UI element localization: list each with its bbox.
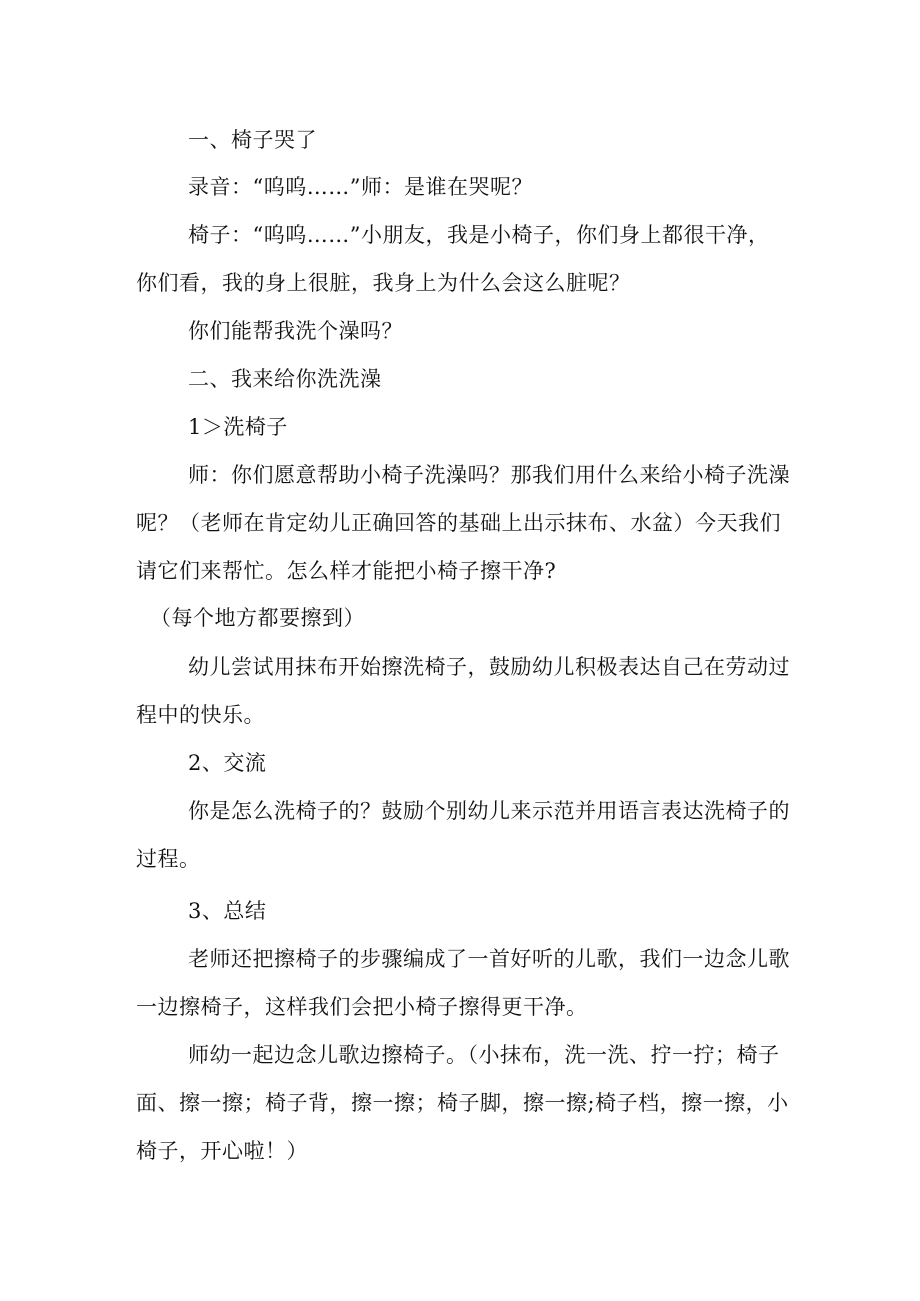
paragraph-line: 面、擦一擦；椅子背，擦一擦；椅子脚，擦一擦;椅子档，擦一擦，小 xyxy=(136,1091,789,1115)
subheading-2: 2、交流 xyxy=(188,751,267,775)
paragraph-line: 椅子：“呜呜……”小朋友，我是小椅子，你们身上都很干净， xyxy=(188,223,770,247)
paragraph-line: 一边擦椅子，这样我们会把小椅子擦得更干净。 xyxy=(136,995,588,1019)
paragraph-line: 幼儿尝试用抹布开始擦洗椅子，鼓励幼儿积极表达自己在劳动过 xyxy=(188,655,790,679)
paragraph-line: （每个地方都要擦到） xyxy=(150,606,365,630)
paragraph-line: 请它们来帮忙。怎么样才能把小椅子擦干净? xyxy=(136,559,557,583)
paragraph-line: 椅子，开心啦！） xyxy=(136,1139,308,1163)
paragraph-line: 你们看，我的身上很脏，我身上为什么会这么脏呢？ xyxy=(136,271,631,295)
paragraph-line: 师幼一起边念儿歌边擦椅子。（小抹布，洗一洗、拧一拧；椅子 xyxy=(188,1043,780,1067)
paragraph-line: 老师还把擦椅子的步骤编成了一首好听的儿歌，我们一边念儿歌 xyxy=(188,947,790,971)
paragraph-line: 呢？（老师在肯定幼儿正确回答的基础上出示抹布、水盆）今天我们 xyxy=(136,511,781,535)
paragraph-line: 录音：“呜呜……”师：是谁在哭呢？ xyxy=(188,175,533,199)
heading-section-2: 二、我来给你洗洗澡 xyxy=(188,367,382,391)
subheading-1: 1＞洗椅子 xyxy=(188,415,288,439)
paragraph-line: 你是怎么洗椅子的？鼓励个别幼儿来示范并用语言表达洗椅子的 xyxy=(188,799,790,823)
paragraph-line: 程中的快乐。 xyxy=(136,703,265,727)
subheading-3: 3、总结 xyxy=(188,899,267,923)
paragraph-line: 过程。 xyxy=(136,847,201,871)
paragraph-line: 师：你们愿意帮助小椅子洗澡吗？那我们用什么来给小椅子洗澡 xyxy=(188,463,790,487)
paragraph-line: 你们能帮我洗个澡吗？ xyxy=(188,319,403,343)
heading-section-1: 一、椅子哭了 xyxy=(188,128,317,152)
